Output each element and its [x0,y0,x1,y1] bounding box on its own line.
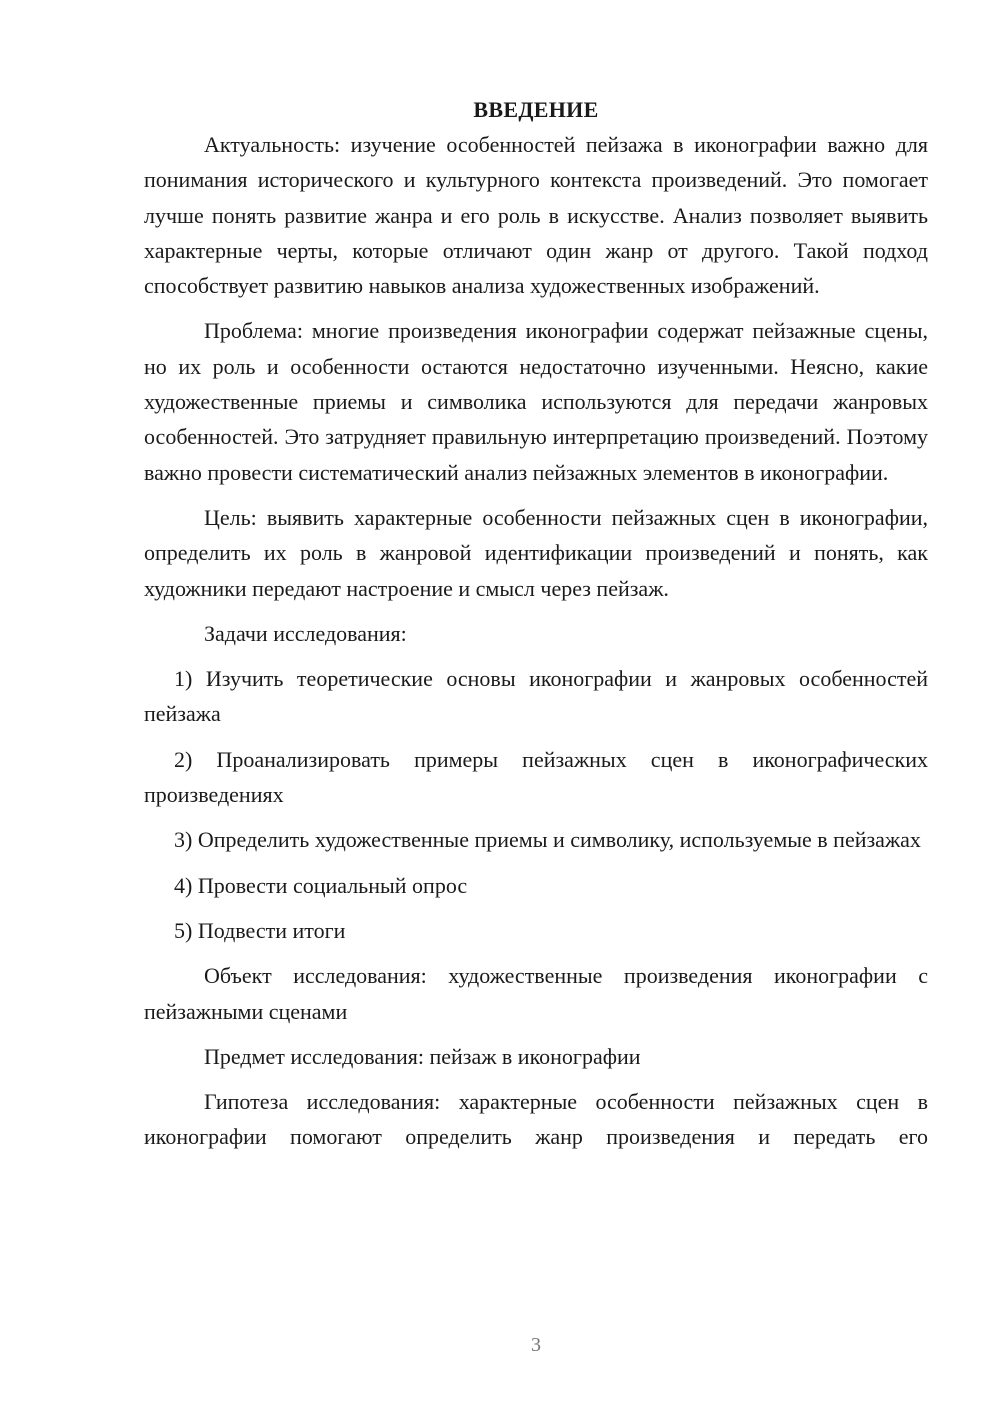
task-item-1: 1) Изучить теоретические основы иконографии и жанровых особенностей пейзажа [144,666,928,727]
document-page [144,92,928,1165]
paragraph-object: Объект исследования: художественные произведения иконографии с пейзажными сценами [144,963,928,1024]
page-number: 3 [531,1334,541,1356]
task-item-2: 2) Проанализировать примеры пейзажных сцен в иконографических произведениях [144,746,928,808]
paragraph-goal: Цель: выявить характерные особенности пейзажных сцен в иконографии, определить их роль в жанровой идентификации произведений и понять, как художники передают настроение и смысл через пейзаж. [144,504,928,601]
paragraph-hypothesis: Гипотеза исследования: характерные особенности пейзажных сцен в иконографии помогают определить жанр произведения и передать его [144,1089,928,1150]
paragraph-actuality: Актуальность: изучение особенностей пейзажа в иконографии важно для понимания исторического и культурного контекста произведений. Это помогает лучше понять развитие жанра и его роль в искусстве. Анализ позволяет выявить характерные черты, которые отличают один жанр от другого. Такой подход способствует развитию навыков анализа художественных изображений. [144,132,928,299]
section-title: ВВЕДЕНИЕ [473,97,599,122]
paragraph-subject: Предмет исследования: пейзаж в иконографии [204,1043,641,1069]
task-item-3: 3) Определить художественные приемы и символику, используемые в пейзажах [174,827,921,853]
task-item-5: 5) Подвести итоги [174,917,346,943]
task-item-4: 4) Провести социальный опрос [174,872,468,898]
tasks-heading: Задачи исследования: [204,620,407,646]
paragraph-problem: Проблема: многие произведения иконографии содержат пейзажные сцены, но их роль и особенности остаются недостаточно изученными. Неясно, какие художественные приемы и символика используются для передачи жанровых особенностей. Это затрудняет правильную интерпретацию произведений. Поэтому важно провести систематический анализ пейзажных элементов в иконографии. [144,318,928,485]
